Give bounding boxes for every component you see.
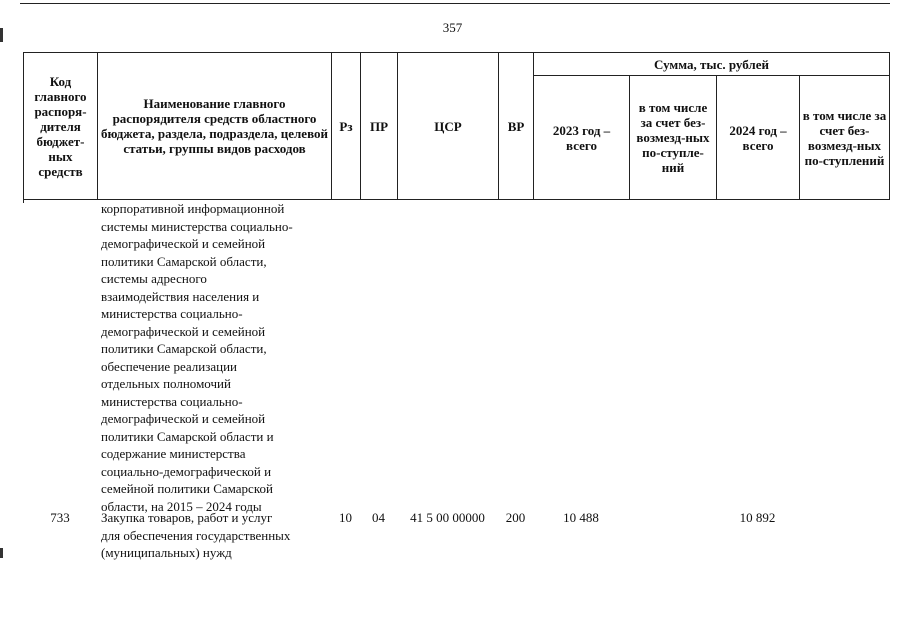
row-2023-total: 10 488 <box>563 510 599 525</box>
continuation-line: взаимодействия населения и <box>101 288 260 304</box>
continuation-line: семейной политики Самарской <box>101 481 273 496</box>
page-number: 357 <box>442 20 463 35</box>
continuation-line: содержание министерства <box>101 446 246 461</box>
body-left-border <box>23 197 24 203</box>
row-code: 733 <box>50 510 70 525</box>
continuation-line: обеспечение реализации <box>101 358 237 374</box>
header-2024-free: в том числе за счет без-возмезд-ных по-ступлений <box>800 76 890 200</box>
continuation-line: области, на 2015 – 2024 годы <box>101 498 262 514</box>
continuation-line: отдельных полномочий <box>101 376 231 391</box>
header-sum-group: Сумма, тыс. рублей <box>534 53 890 76</box>
header-name: Наименование главного распорядителя средств областного бюджета, раздела, подраздела, целевой статьи, группы видов расходов <box>98 53 332 200</box>
continuation-line: политики Самарской области и <box>101 428 274 444</box>
continuation-line: министерства социально- <box>101 393 243 409</box>
row-csr: 41 5 00 00000 <box>410 510 485 525</box>
continuation-line: политики Самарской области, <box>101 341 267 356</box>
header-2023-total: 2023 год – всего <box>534 76 630 200</box>
continuation-line: демографической и семейной <box>101 411 266 426</box>
continuation-line: социально-демографической и <box>101 463 272 479</box>
row-pr: 04 <box>372 510 385 525</box>
continuation-line: корпоративной информационной <box>101 201 285 216</box>
scan-mark-bottom <box>0 548 3 558</box>
row-name-line: Закупка товаров, работ и услуг <box>101 510 273 525</box>
row-name-line: для обеспечения государственных <box>101 527 291 543</box>
continuation-line: системы министерства социально- <box>101 218 293 234</box>
continuation-line: системы адресного <box>101 271 207 286</box>
continuation-line: политики Самарской области, <box>101 253 267 269</box>
header-rz: Рз <box>332 53 361 200</box>
continuation-line: демографической и семейной <box>101 236 266 251</box>
continuation-description <box>101 200 333 515</box>
header-code: Код главного распоря-дителя бюджет-ных средств <box>24 53 98 200</box>
row-2024-total: 10 892 <box>739 510 776 525</box>
header-2023-free: в том числе за счет без-возмезд-ных по-ступле-ний <box>630 76 717 200</box>
header-csr: ЦСР <box>398 53 499 200</box>
row-name-line: (муниципальных) нужд <box>101 545 232 560</box>
row-rz: 10 <box>339 510 352 525</box>
header-vr: ВР <box>499 53 534 200</box>
budget-table <box>23 52 890 200</box>
row-name <box>101 509 333 562</box>
header-2024-total: 2024 год – всего <box>717 76 800 200</box>
page-top-rule <box>20 3 890 4</box>
row-vr: 200 <box>505 510 526 525</box>
continuation-line: демографической и семейной <box>101 323 266 339</box>
header-pr: ПР <box>361 53 398 200</box>
continuation-line: министерства социально- <box>101 306 243 321</box>
scan-mark-top <box>0 28 3 42</box>
